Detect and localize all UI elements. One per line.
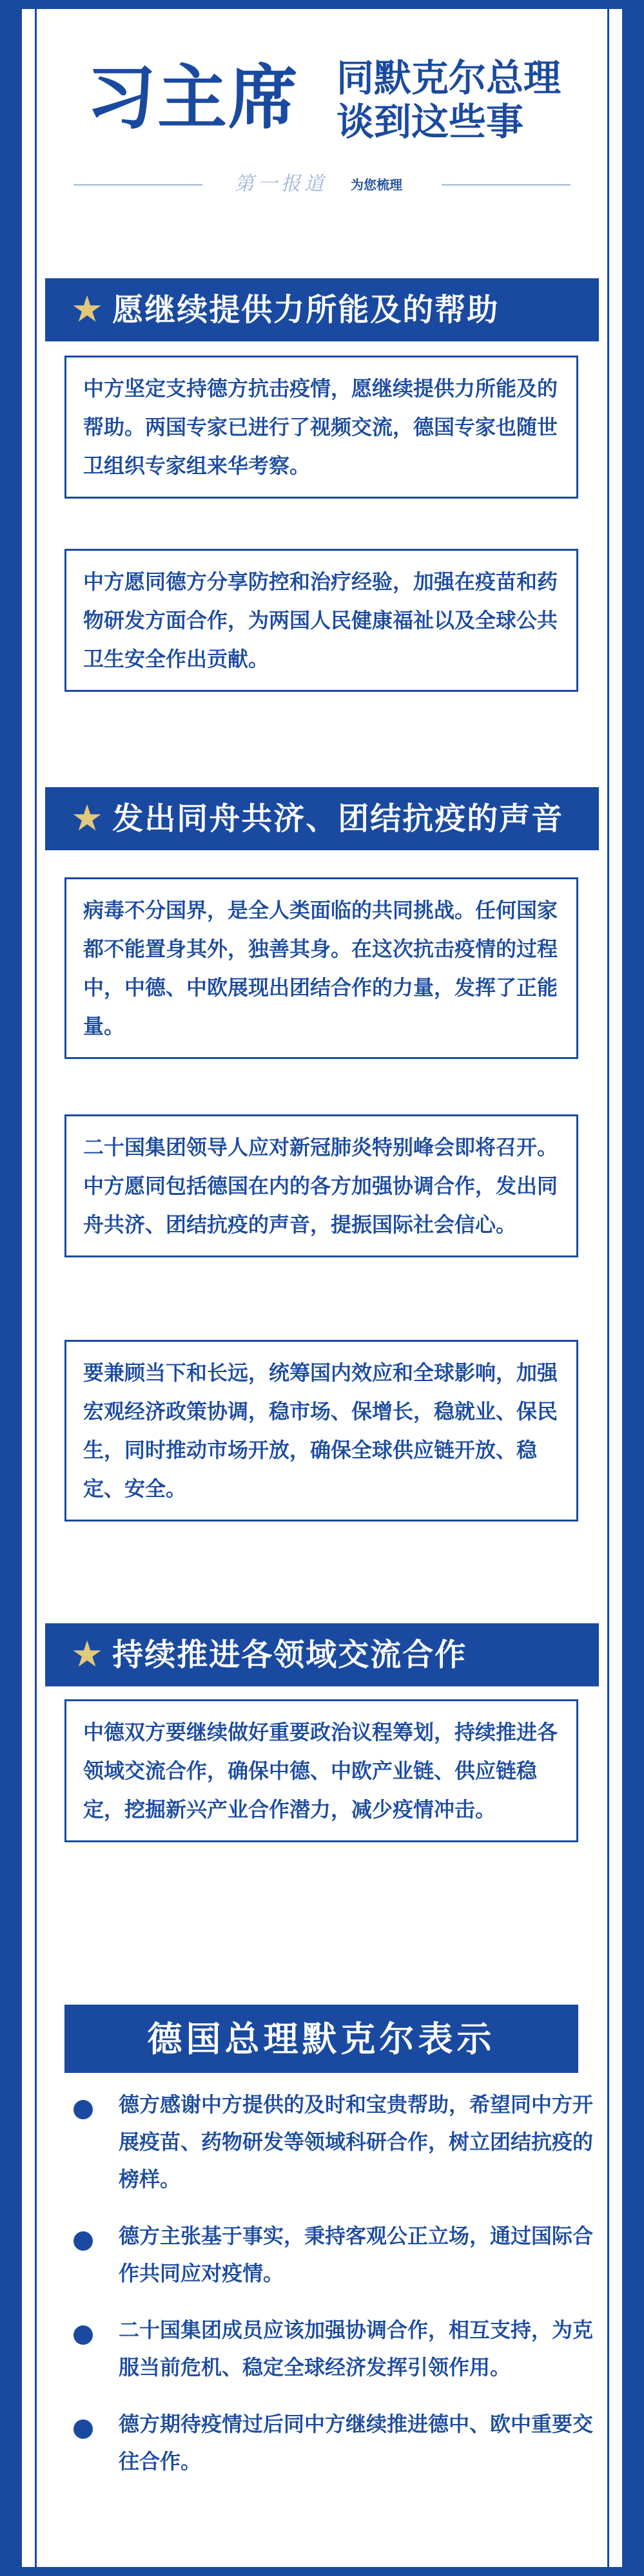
section-3-header — [45, 1623, 599, 1686]
list-item — [71, 2311, 593, 2386]
tagline-rule-right — [442, 184, 571, 186]
tagline — [22, 171, 622, 197]
dot-icon — [73, 2419, 93, 2439]
list-item-text: 德方主张基于事实，秉持客观公正立场，通过国际合作共同应对疫情。 — [119, 2224, 594, 2285]
list-item-text: 二十国集团成员应该加强协调合作，相互支持，为克服当前危机、稳定全球经济发挥引领作用。 — [119, 2318, 594, 2380]
paragraph-text: 中方坚定支持德方抗击疫情，愿继续提供力所能及的帮助。两国专家已进行了视频交流，德国专家也随世卫组织专家组来华考察。 — [83, 376, 558, 478]
paragraph-text: 要兼顾当下和长远，统筹国内效应和全球影响，加强宏观经济政策协调，稳市场、保增长，稳就业、保民生，同时推动市场开放，确保全球供应链开放、稳定、安全。 — [83, 1360, 558, 1501]
section-2-paragraph-1 — [64, 877, 578, 1059]
list-item-text: 德方感谢中方提供的及时和宝贵帮助，希望同中方开展疫苗、药物研发等领域科研合作，树立团结抗疫的榜样。 — [119, 2092, 594, 2191]
section-3-title: 持续推进各领域交流合作 — [112, 1637, 467, 1673]
brand-note: 为您梳理 — [351, 177, 402, 193]
section-2-paragraph-2 — [64, 1114, 578, 1257]
dot-icon — [73, 2325, 93, 2345]
brand-logo-text: 第一报道 — [235, 173, 327, 195]
merkel-title: 德国总理默克尔表示 — [147, 2018, 496, 2059]
merkel-header — [64, 2005, 578, 2073]
paragraph-text: 病毒不分国界，是全人类面临的共同挑战。任何国家都不能置身其外，独善其身。在这次抗击疫情的过程中，中德、中欧展现出团结合作的力量，发挥了正能量。 — [83, 898, 558, 1038]
list-item-text: 德方期待疫情过后同中方继续推进德中、欧中重要交往合作。 — [119, 2412, 594, 2474]
paragraph-text: 中方愿同德方分享防控和治疗经验，加强在疫苗和药物研发方面合作，为两国人民健康福祉以及全球公共卫生安全作出贡献。 — [83, 569, 558, 671]
section-3-paragraph-1 — [64, 1699, 578, 1842]
page-title: 习主席 — [86, 58, 300, 138]
inner-left-rule — [35, 0, 37, 2576]
top-border — [0, 0, 644, 9]
section-1-paragraph-1 — [64, 356, 578, 499]
section-2-header — [45, 787, 599, 850]
tagline-rule-left — [73, 184, 202, 186]
list-item — [71, 2217, 593, 2292]
bottom-border — [0, 2567, 644, 2576]
section-1-paragraph-2 — [64, 549, 578, 692]
list-item — [71, 2086, 593, 2198]
dot-icon — [73, 2231, 93, 2251]
star-icon: ★ — [71, 289, 104, 330]
paragraph-text: 中德双方要继续做好重要政治议程筹划，持续推进各领域交流合作，确保中德、中欧产业链、供应链稳定，挖掘新兴产业合作潜力，减少疫情冲击。 — [83, 1720, 558, 1822]
inner-right-rule — [607, 0, 609, 2576]
section-2-title: 发出同舟共济、团结抗疫的声音 — [112, 801, 564, 837]
section-1-header — [45, 278, 599, 341]
section-2-paragraph-3 — [64, 1340, 578, 1522]
merkel-bullet-list — [71, 2086, 593, 2499]
page-subtitle-line2: 谈到这些事 — [337, 100, 524, 144]
page-subtitle-line1: 同默克尔总理 — [337, 56, 561, 100]
list-item — [71, 2405, 593, 2480]
section-1-title: 愿继续提供力所能及的帮助 — [112, 292, 500, 328]
star-icon: ★ — [71, 1634, 104, 1675]
dot-icon — [73, 2100, 93, 2119]
star-icon: ★ — [71, 797, 104, 839]
paragraph-text: 二十国集团领导人应对新冠肺炎特别峰会即将召开。中方愿同包括德国在内的各方加强协调合作，发出同舟共济、团结抗疫的声音，提振国际社会信心。 — [83, 1135, 558, 1237]
page-header — [22, 57, 622, 198]
